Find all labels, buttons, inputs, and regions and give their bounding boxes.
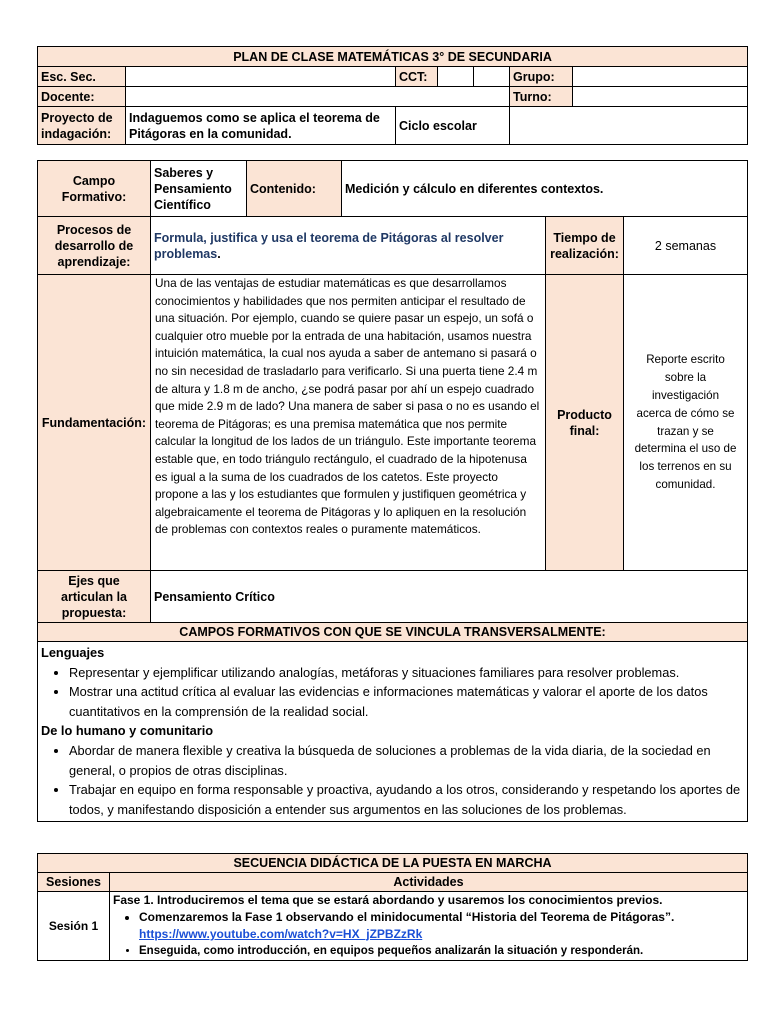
plan-table: [37, 160, 748, 822]
session-list: [113, 909, 744, 960]
procesos-label: Procesos de desarrollo de aprendizaje:: [38, 217, 151, 275]
header-table: [37, 46, 748, 145]
session-label: Sesión 1: [38, 892, 110, 961]
procesos-value-main: Formula, justifica y usa el teorema de Pitágoras al resolver problemas: [154, 230, 504, 261]
turno-label: Turno:: [510, 87, 573, 107]
esc-sec-label: Esc. Sec.: [38, 67, 126, 87]
procesos-value-end: .: [217, 246, 221, 261]
docente-label: Docente:: [38, 87, 126, 107]
session-activities: [110, 892, 748, 961]
cct-field[interactable]: [438, 67, 474, 86]
ciclo-label: Ciclo escolar: [396, 107, 510, 145]
campo-value: Saberes y Pensamiento Científico: [151, 161, 247, 217]
list-item: • Mostrar una actitud crítica al evaluar las evidencias e informaciones matemáticas y valorar el aporte de los datos cuantitativos en la comprensión de la realidad social.: [69, 682, 744, 721]
grupo-label: Grupo:: [510, 67, 573, 87]
fase-text: Fase 1. Introduciremos el tema que se estará abordando y usaremos los conocimientos previos.: [113, 893, 663, 907]
transversal-title: CAMPOS FORMATIVOS CON QUE SE VINCULA TRANSVERSALMENTE:: [38, 623, 748, 642]
cct-label: CCT:: [396, 67, 438, 87]
transversal-content: [38, 642, 748, 822]
turno-field[interactable]: [573, 87, 748, 107]
secuencia-title: SECUENCIA DIDÁCTICA DE LA PUESTA EN MARCHA: [38, 854, 748, 873]
plan-title: PLAN DE CLASE MATEMÁTICAS 3° DE SECUNDARIA: [38, 47, 748, 67]
proyecto-value: Indaguemos como se aplica el teorema de Pitágoras en la comunidad.: [126, 107, 396, 145]
list-item: • Trabajar en equipo en forma responsable y proactiva, ayudando a los otros, considerando y respetando los aportes de todos, y manifestando disposición a entender sus argumentos en las soluciones de los problemas.: [69, 780, 744, 819]
procesos-value: [151, 217, 546, 275]
lenguajes-list: [41, 663, 744, 722]
tiempo-label: Tiempo de realización:: [546, 217, 624, 275]
list-item: • Representar y ejemplificar utilizando analogías, metáforas y situaciones familiares para resolver problemas.: [69, 663, 744, 683]
producto-value: Reporte escrito sobre la investigación acerca de cómo se trazan y se determina el uso de los terrenos en su comunidad.: [624, 275, 748, 571]
fundamentacion-text: Una de las ventajas de estudiar matemáticas es que desarrollamos conocimientos y habilidades que nos permiten anticipar el resultado de una situación. Por ejemplo, cuando se quiere pasar un espejo, un sofá o cualquier otro mueble por la entrada de una habitación, usamos nuestra intuición matemática, la cual nos ayuda a saber de antemano si pasará o no sin necesidad de trasladarlo para verificarlo. Si una puerta tiene 2.4 m de altura y 1.8 m de ancho, ¿se podrá pasar por ahí un espejo cuadrado que mide 2.9 m de lado? Una manera de saber si pasa o no es usando el teorema de Pitágoras; es una premisa matemática que nos permite calcular la longitud de los lados de un triángulo. Este importante teorema estable que, en todo triángulo rectángulo, el cuadrado de la hipotenusa es igual a la suma de los cuadrados de los catetos. Este proyecto propone a las y los estudiantes que formulen y justifiquen geométrica y algebraicamente el teorema de Pitágoras y lo apliquen en la resolución de problemas con contextos reales o puramente matemáticos.: [151, 275, 546, 571]
docente-field[interactable]: [126, 87, 510, 107]
item1-text: Comenzaremos la Fase 1 observando el minidocumental “Historia del Teorema de Pitágoras”.: [139, 910, 675, 924]
cct-field-extra: [474, 67, 509, 86]
contenido-value: Medición y cálculo en diferentes contextos.: [342, 161, 748, 217]
humano-list: [41, 741, 744, 819]
list-item: [139, 909, 744, 943]
video-link[interactable]: https://www.youtube.com/watch?v=HX_jZPBZzRk: [139, 927, 423, 941]
col-actividades: Actividades: [110, 873, 748, 892]
list-item: • Abordar de manera flexible y creativa la búsqueda de soluciones a problemas de la vida diaria, de la sociedad en general, o propios de otras disciplinas.: [69, 741, 744, 780]
humano-heading: De lo humano y comunitario: [41, 723, 214, 739]
grupo-field[interactable]: [573, 67, 748, 87]
fundamentacion-label: Fundamentación:: [38, 275, 151, 571]
proyecto-label: Proyecto de indagación:: [38, 107, 126, 145]
lenguajes-heading: Lenguajes: [41, 645, 105, 660]
col-sesiones: Sesiones: [38, 873, 110, 892]
contenido-label: Contenido:: [247, 161, 342, 217]
secuencia-table: [37, 853, 748, 961]
ciclo-field[interactable]: [510, 107, 748, 145]
tiempo-value: 2 semanas: [624, 217, 748, 275]
list-item: • Enseguida, como introducción, en equipos pequeños analizarán la situación y responderán.: [139, 943, 744, 960]
producto-label: Producto final:: [546, 275, 624, 571]
ejes-value: Pensamiento Crítico: [151, 571, 748, 623]
esc-sec-field[interactable]: [126, 67, 396, 87]
ejes-label: Ejes que articulan la propuesta:: [38, 571, 151, 623]
campo-label: Campo Formativo:: [38, 161, 151, 217]
